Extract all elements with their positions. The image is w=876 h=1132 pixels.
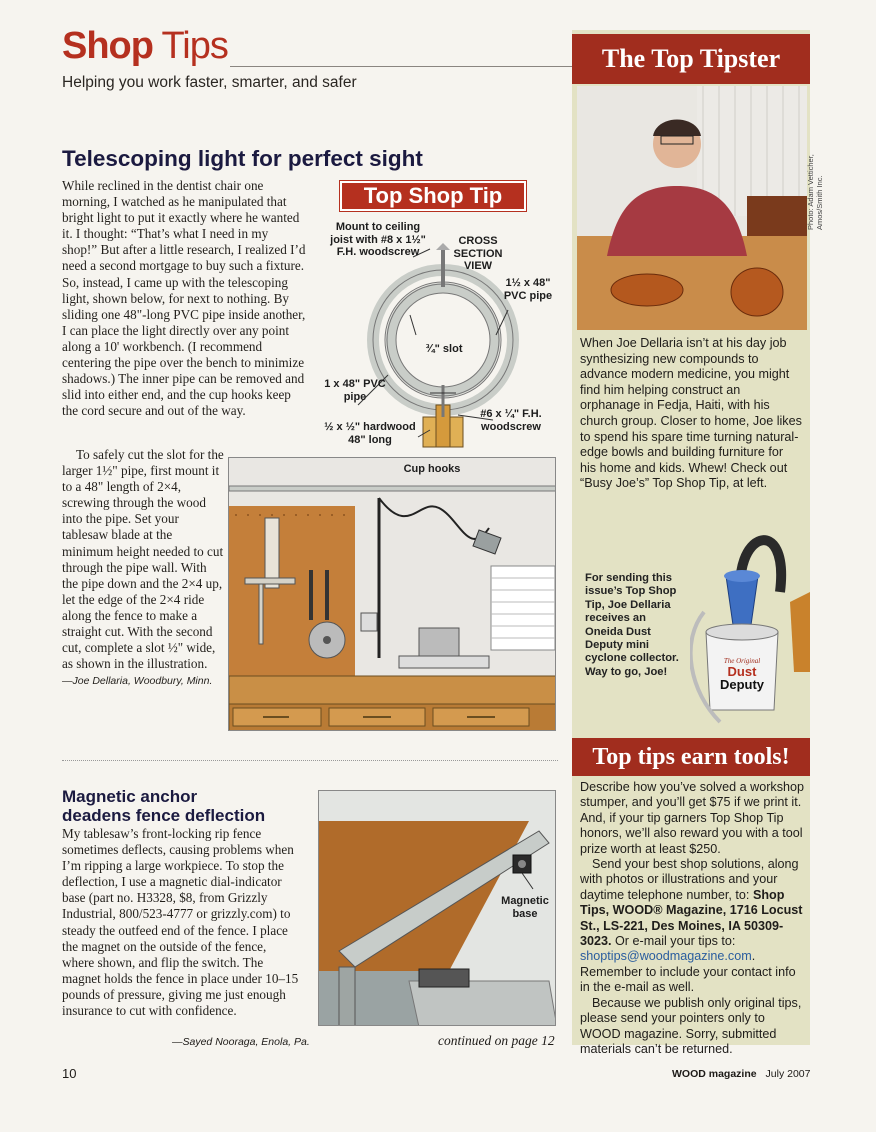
tipster-photo-art <box>577 86 807 330</box>
label-outer-pipe: 1½ x 48" PVC pipe <box>503 277 553 302</box>
tagline: Helping you work faster, smarter, and safer <box>62 74 357 91</box>
badge-label: Top Shop Tip <box>363 183 503 208</box>
earn-p2 <box>580 857 806 996</box>
footer-issue: July 2007 <box>765 1068 811 1080</box>
earn-p2-c: . Remember to include your contact info in the e-mail as well. <box>580 949 796 995</box>
bucket-brand-line1: Dust <box>727 664 757 679</box>
article2-text: My tablesaw’s front-locking rip fence sometimes deflects, causing problems when I’m ripping a large workpiece. To stop the deflection, I use a magnetic dial-indicator base (part no. H3328, $8, from Grizzly Industrial, 800/523-4777 or grizzly.com) to steady the outfeed end of the fence. I place the magnet on the outside of the fence, where shown, and flip the switch. The magnet holds the fence in place under 10–15 pounds of pressure, giving me just enough insurance to cut with confidence. <box>62 826 299 1019</box>
article2-title-line2: deadens fence deflection <box>62 806 266 825</box>
earn-p3: Because we publish only original tips, please send your pointers only to WOOD magazine. Sorry, submitted materials can’t be returned. <box>580 995 802 1056</box>
label-screw: #6 x ¼" F.H. woodscrew <box>480 408 542 433</box>
article-divider <box>62 760 558 761</box>
earn-tools-banner <box>572 738 810 776</box>
label-cup-hooks: Cup hooks <box>403 463 461 475</box>
page-number: 10 <box>62 1066 77 1081</box>
bucket-small-label: The Original <box>723 657 761 665</box>
top-tipster-banner <box>572 34 810 84</box>
article1-signature: —Joe Dellaria, Woodbury, Minn. <box>62 675 213 688</box>
article1-para2 <box>62 447 224 689</box>
top-shop-tip-badge <box>340 181 526 211</box>
label-hardwood: ½ x ½" hardwood 48" long <box>324 421 416 446</box>
workshop-drawing <box>229 458 556 731</box>
section-logo <box>62 24 228 68</box>
workshop-illustration <box>228 457 556 731</box>
tipster-bio: When Joe Dellaria isn’t at his day job synthesizing new compounds to advance modern medicine, you might find him helping construct an orphanage in Fedja, Haiti, with his church group. Closer to home, Joe likes to spend his spare time turning natural-edge bowls and building furniture for his home and kids. Whew! Check out “Busy Joe’s” Top Shop Tip, at left. <box>580 336 802 491</box>
footer-magazine: WOOD magazine <box>672 1068 757 1080</box>
photo-credit-text: Photo: Adam Vetticher, Amos/Smith Inc. <box>806 154 824 230</box>
footer-right <box>672 1068 810 1080</box>
article2-title <box>62 787 265 825</box>
fence-illustration <box>318 790 556 1026</box>
label-inner-pipe: 1 x 48" PVC pipe <box>324 378 386 403</box>
article1-title: Telescoping light for perfect sight <box>62 146 423 171</box>
article1-text2: To safely cut the slot for the larger 1½" pipe, first mount it to a 48" length of 2×4, screwing through the wood into the pipe. Set your tablesaw blade at the minimum height needed to cut through the pipe wall. With the pipe down and the 2×4 up, let the edge of the 2×4 ride along the fence to make a straight cut. With the second cut, complete a slot ½" wide, as shown in the illustration. <box>62 447 224 672</box>
logo-tips: Tips <box>161 25 228 67</box>
earn-address: Shop Tips, WOOD® Magazine, 1716 Locust St., LS-221, Des Moines, IA 50309-3023. <box>580 887 803 949</box>
label-mount: Mount to ceiling joist with #8 x 1½" F.H. woodscrew <box>330 221 426 259</box>
article2-title-line1: Magnetic anchor <box>62 787 198 806</box>
article2-body <box>62 826 300 1019</box>
prize-text: For sending this issue’s Top Shop Tip, Joe Dellaria receives an Oneida Dust Deputy mini cyclone collector. Way to go, Joe! <box>585 572 679 678</box>
bucket-brand-label <box>712 665 772 691</box>
earn-tools-title: Top tips earn tools! <box>592 744 790 770</box>
label-slot: ¾" slot <box>425 343 463 355</box>
label-magnetic-base: Magnetic base <box>501 895 549 920</box>
header-rule <box>230 66 572 67</box>
dust-deputy-product <box>690 522 810 732</box>
top-tipster-title: The Top Tipster <box>601 44 781 73</box>
continued-note: continued on page 12 <box>438 1033 555 1048</box>
article1-para1 <box>62 178 306 419</box>
dust-deputy-art <box>690 522 810 732</box>
bucket-brand-line2: Deputy <box>719 677 765 692</box>
earn-p2-a: Send your best shop solutions, along with photos or illustrations and your daytime telephone number, to: <box>580 857 799 902</box>
earn-tools-body <box>580 780 806 1057</box>
cross-section-diagram <box>318 215 568 455</box>
tipster-photo <box>577 86 807 330</box>
earn-p1: Describe how you’ve solved a workshop stumper, and you’ll get $75 if we print it. And, if your tip garners Top Shop Tip honors, we’ll also reward you with a tool prize worth at least $250. <box>580 780 805 856</box>
article1-text1: While reclined in the dentist chair one morning, I watched as he manipulated that bright light to put it exactly where he wanted it. I thought: “That’s what I need in my shop!” But after a little research, I realized I’d need a second mortgage to buy such a fixture. So, instead, I came up with the telescoping light, shown below, for next to nothing. By sliding one 48"-long PVC pipe inside another, I can place the light directly over any point along a 10' workbench. (I recommend centering the pipe over the bench to minimize shadows.) The inner pipe can be removed and slid into either end, and the cup hooks keep the cord secure and out of the way. <box>62 178 306 419</box>
earn-p2-b: Or e-mail your tips to: <box>611 934 736 949</box>
label-cross-section: CROSS SECTION VIEW <box>453 235 503 273</box>
email-link[interactable]: shoptips@woodmagazine.com <box>580 949 752 964</box>
logo-shop: Shop <box>62 25 153 67</box>
header <box>62 24 572 94</box>
photo-credit <box>806 120 824 230</box>
article2-signature: —Sayed Nooraga, Enola, Pa. <box>172 1036 310 1048</box>
